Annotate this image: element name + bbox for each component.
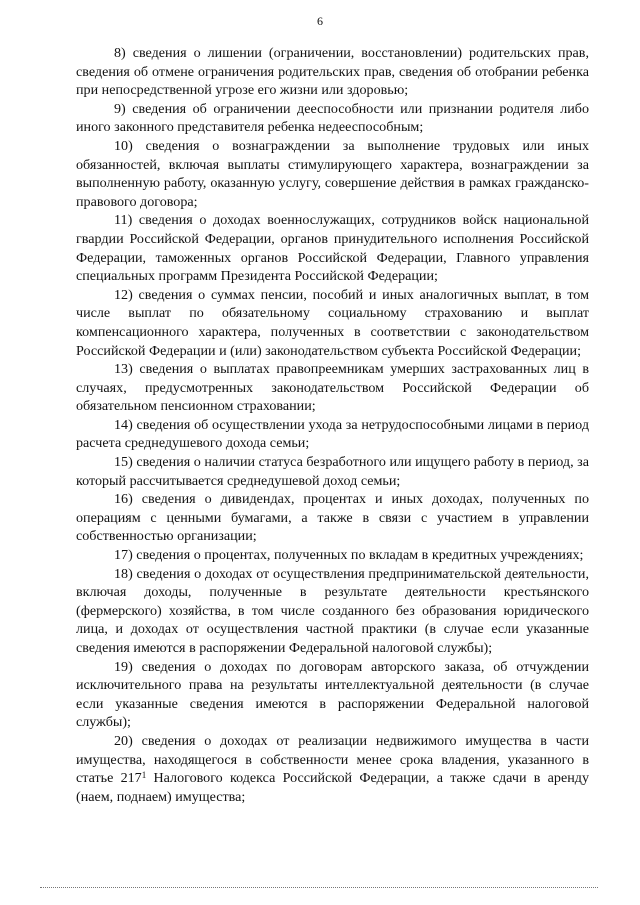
list-item: 8) сведения о лишении (ограничении, восстановлении) родительских прав, сведения об отмене ограничения родительских прав, сведения об отобрании ребенка при непосредственной угрозе его жизни или здоровью; (76, 45, 589, 99)
list-item (76, 732, 589, 806)
list-item: 14) сведения об осуществлении ухода за нетрудоспособными лицами в период расчета среднедушевого дохода семьи; (76, 416, 589, 452)
list-item: 15) сведения о наличии статуса безработного или ищущего работу в период, за который рассчитывается среднедушевой доход семьи; (76, 454, 589, 489)
superscript-index: 1 (141, 770, 147, 781)
document-body (76, 44, 589, 806)
footer-divider (40, 887, 598, 888)
list-item: 11) сведения о доходах военнослужащих, сотрудников войск национальной гвардии Российской Федерации, органов принудительного исполнения Российской Федерации, таможенных органов Российской Федерации, Главного управления специальных программ Президента Российской Федерации; (76, 212, 589, 285)
list-item: 10) сведения о вознаграждении за выполнение трудовых или иных обязанностей, включая выплаты стимулирующего характера, вознаграждении за выполненную работу, оказанную услугу, совершение действия в рамках гражданско-правового договора; (76, 137, 589, 210)
list-item: 12) сведения о суммах пенсии, пособий и иных аналогичных выплат, в том числе выплат по обязательному социальному страхованию и выплат компенсационного характера, полученных в соответствии с законодательством Российской Федерации и (или) законодательством субъекта Российской Федерации; (76, 286, 589, 359)
list-item: 13) сведения о выплатах правопреемникам умерших застрахованных лиц в случаях, предусмотренных законодательством Российской Федерации об обязательном пенсионном страховании; (76, 361, 589, 415)
list-item: 19) сведения о доходах по договорам авторского заказа, об отчуждении исключительного права на результаты интеллектуальной деятельности (в случае если указанные сведения имеются в распоряжении Федеральной налоговой службы); (76, 658, 589, 731)
list-item: 17) сведения о процентах, полученных по вкладам в кредитных учреждениях; (114, 547, 584, 564)
page-number: 6 (317, 14, 323, 28)
list-item: 16) сведения о дивидендах, процентах и иных доходах, полученных по операциям с ценными бумагами, а также в связи с участием в управлении собственностью организации; (76, 491, 589, 545)
list-item-text: 20) сведения о доходах от реализации недвижимого имущества в части имущества, находящегося в собственности менее срока владения, указанного в статье 217 (76, 732, 589, 787)
list-item-text: Налогового кодекса Российской Федерации, а также сдачи в аренду (наем, поднаем) имущества; (76, 770, 589, 805)
list-item: 18) сведения о доходах от осуществления предпринимательской деятельности, включая доходы, полученные в результате деятельности крестьянского (фермерского) хозяйства, в том числе созданного без образования юридического лица, и доходах от осуществления частной практики (в случае если указанные сведения имеются в распоряжении Федеральной налоговой службы); (76, 565, 589, 656)
list-item: 9) сведения об ограничении дееспособности или признании родителя либо иного законного представителя ребенка недееспособным; (76, 100, 589, 136)
